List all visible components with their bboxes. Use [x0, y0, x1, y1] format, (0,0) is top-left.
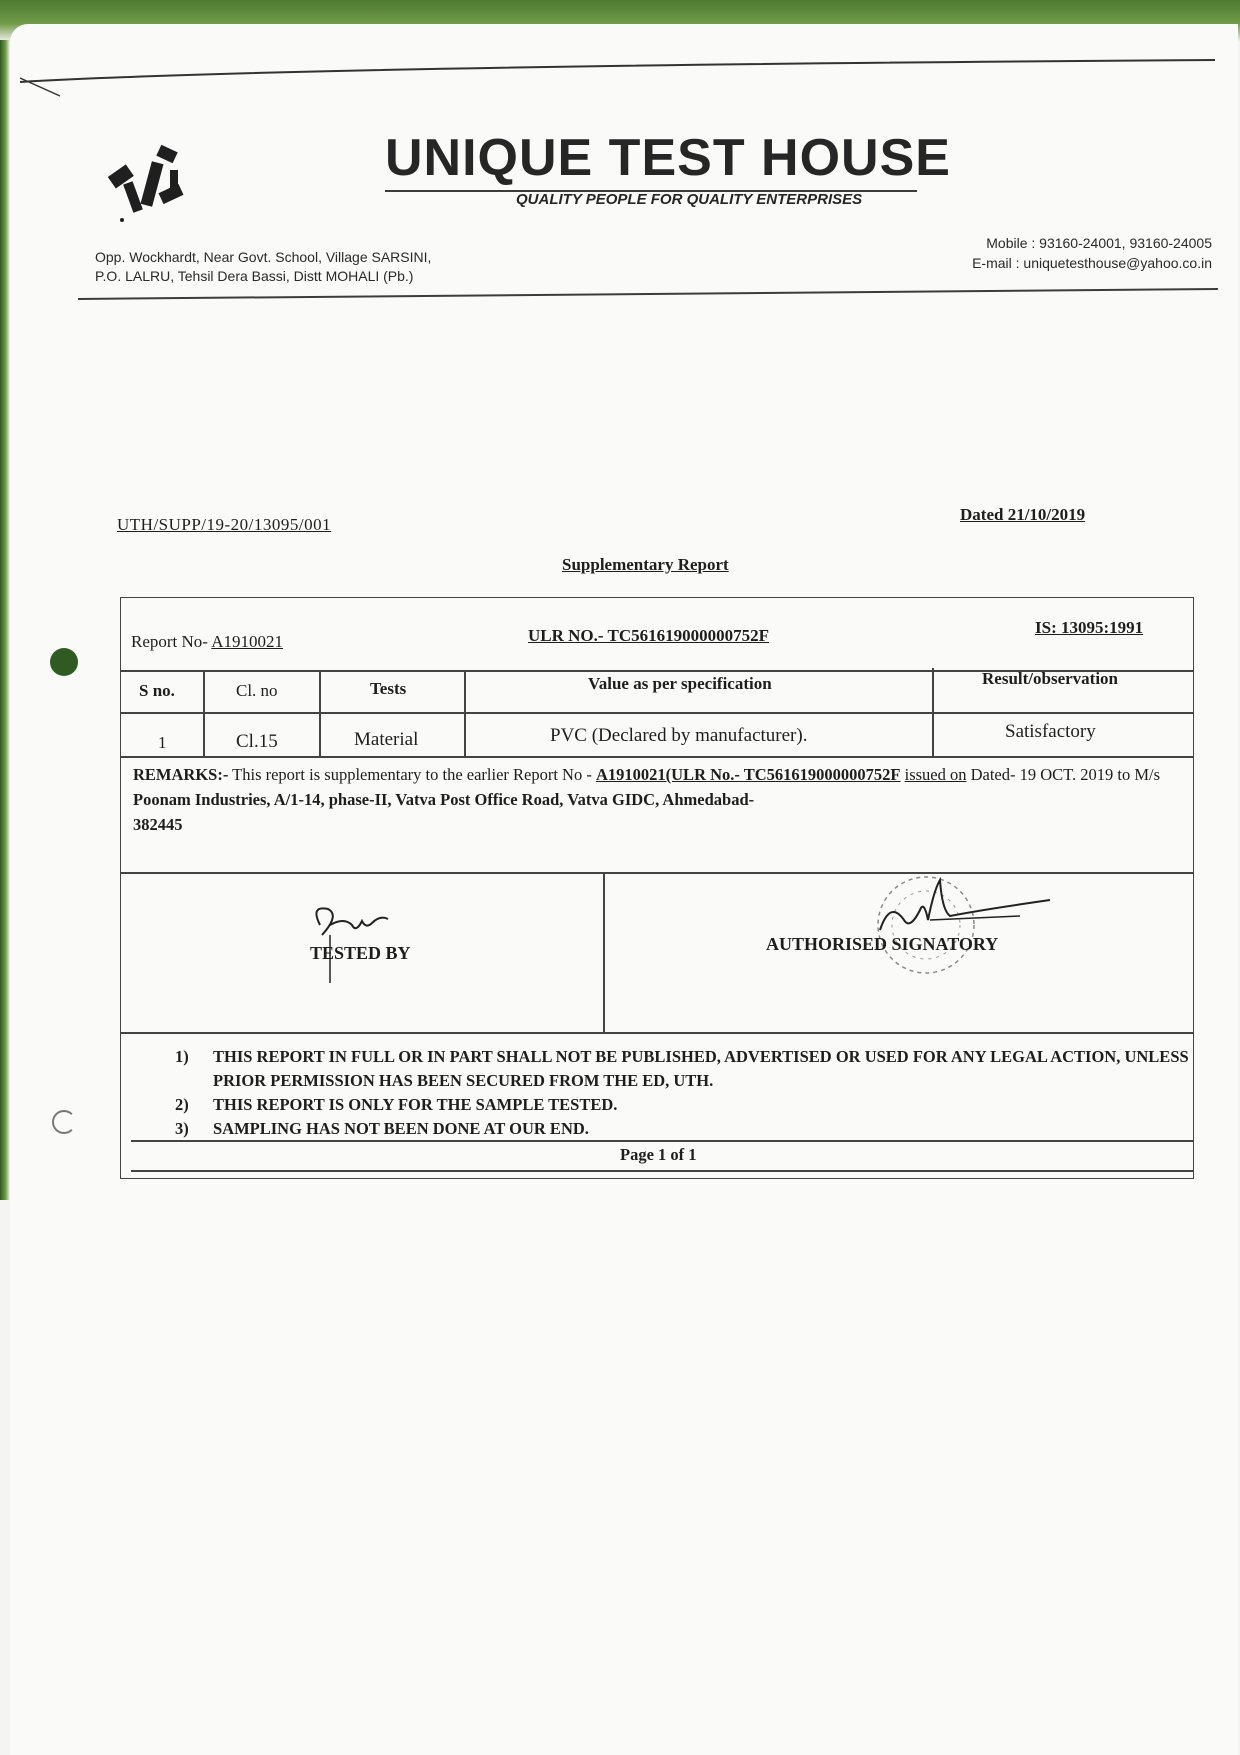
- page-number: Page 1 of 1: [620, 1145, 697, 1164]
- table-col-divider-4: [932, 668, 934, 756]
- note-text: THIS REPORT IN FULL OR IN PART SHALL NOT BE PUBLISHED, ADVERTISED OR USED FOR ANY LEGAL ACTION, UNLESS PRIOR PERMISSION HAS BEEN SECURED FROM THE ED, UTH.: [213, 1047, 1189, 1090]
- top-border-lines: [0, 0, 1240, 110]
- table-header-line: [120, 712, 1193, 714]
- note-number: 3): [175, 1119, 189, 1138]
- report-notes: [175, 1045, 1195, 1141]
- td-spec-value: PVC (Declared by manufacturer).: [550, 725, 808, 746]
- note-item: [175, 1117, 1195, 1141]
- remarks-earlier-report: A1910021(ULR No.- TC561619000000752F: [595, 765, 901, 784]
- note-text: THIS REPORT IS ONLY FOR THE SAMPLE TESTED.: [213, 1095, 618, 1114]
- table-col-divider-3: [464, 670, 466, 756]
- report-no-label: Report No-: [131, 632, 208, 651]
- notes-bottom-line: [131, 1140, 1193, 1142]
- remarks-issued: issued on: [904, 765, 967, 784]
- company-address: [95, 248, 431, 286]
- email-address: E-mail : uniquetesthouse@yahoo.co.in: [972, 255, 1212, 271]
- reference-number: UTH/SUPP/19-20/13095/001: [117, 515, 332, 534]
- th-value-spec: Value as per specification: [588, 674, 772, 693]
- th-tests: Tests: [370, 679, 407, 698]
- td-s-no: 1: [158, 733, 167, 752]
- note-text: SAMPLING HAS NOT BEEN DONE AT OUR END.: [213, 1119, 589, 1138]
- uth-logo-icon: [100, 140, 196, 228]
- ring-mark: [52, 1110, 76, 1134]
- th-cl-no: Cl. no: [236, 681, 278, 700]
- authorised-signatory-label: AUTHORISED SIGNATORY: [766, 934, 999, 954]
- punch-hole-mark: [50, 648, 78, 676]
- remarks-pin: 382445: [133, 815, 183, 834]
- td-cl-no: Cl.15: [236, 731, 278, 752]
- table-col-divider-2: [319, 670, 321, 756]
- th-s-no: S no.: [139, 681, 175, 700]
- green-cover-side: [0, 40, 10, 1200]
- note-number: 1): [175, 1047, 189, 1066]
- remarks: [133, 762, 1181, 837]
- signature-bottom-line: [120, 1032, 1193, 1034]
- mobile-numbers: Mobile : 93160-24001, 93160-24005: [986, 235, 1212, 251]
- signature-divider: [603, 872, 605, 1032]
- td-result: Satisfactory: [1005, 721, 1096, 742]
- tester-signature: [300, 895, 410, 985]
- is-standard: IS: 13095:1991: [1035, 618, 1144, 637]
- page-footer-line: [131, 1170, 1193, 1172]
- note-number: 2): [175, 1095, 189, 1114]
- company-tagline: QUALITY PEOPLE FOR QUALITY ENTERPRISES: [516, 191, 863, 208]
- td-test: Material: [354, 729, 419, 750]
- company-contact: [972, 233, 1212, 273]
- remarks-text: This report is supplementary to the earlier Report No -: [232, 765, 592, 784]
- remarks-dated: Dated- 19 OCT. 2019 to M/s: [970, 765, 1161, 784]
- address-line-2: P.O. LALRU, Tehsil Dera Bassi, Distt MOHALI (Pb.): [95, 268, 414, 284]
- note-item: [175, 1045, 1195, 1093]
- report-no-value: A1910021: [211, 632, 284, 651]
- address-line-1: Opp. Wockhardt, Near Govt. School, Village SARSINI,: [95, 249, 432, 265]
- table-col-divider-1: [203, 670, 205, 756]
- remarks-label: REMARKS:-: [133, 765, 229, 784]
- company-name: UNIQUE TEST HOUSE: [385, 129, 951, 187]
- tested-by-label: TESTED BY: [310, 943, 411, 963]
- ulr-number: ULR NO.- TC561619000000752F: [528, 626, 769, 645]
- remarks-party: Poonam Industries, A/1-14, phase-II, Vatva Post Office Road, Vatva GIDC, Ahmedabad-: [133, 790, 755, 809]
- report-no: [131, 632, 283, 652]
- document-title: Supplementary Report: [562, 555, 729, 574]
- report-date: Dated 21/10/2019: [960, 505, 1086, 524]
- note-item: [175, 1093, 1195, 1117]
- th-result: Result/observation: [982, 669, 1118, 688]
- table-bottom-line: [120, 756, 1193, 758]
